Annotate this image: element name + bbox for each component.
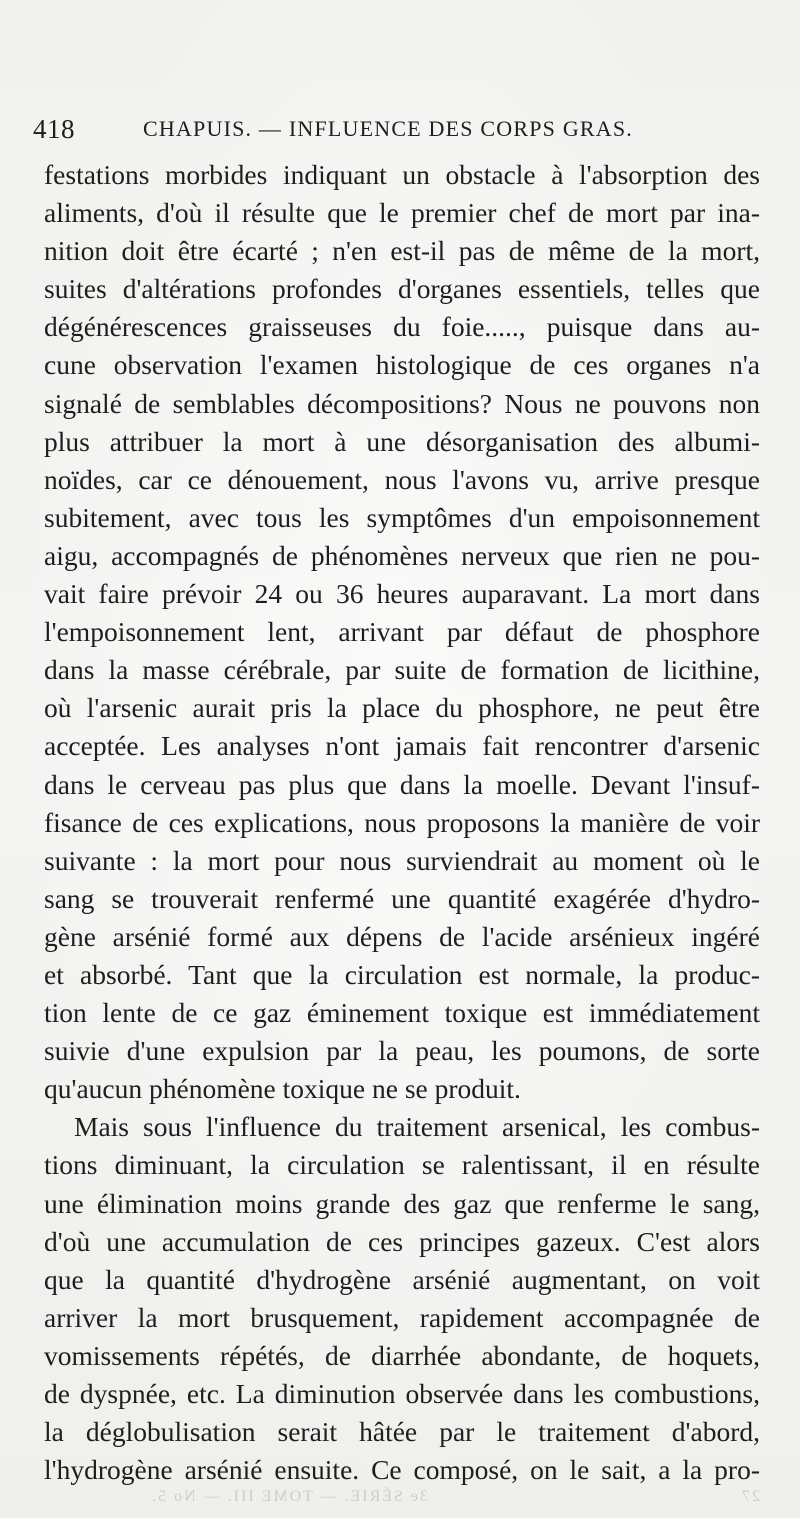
signature-number: 27 (740, 1488, 760, 1505)
text-line: et absorbé. Tant que la circulation est normale, la produc- (44, 958, 760, 990)
text-line: dans la masse cérébrale, par suite de formation de licithine, (44, 654, 760, 686)
text-line: une élimination moins grande des gaz que renferme le sang, (44, 1187, 760, 1219)
signature-text: 3e SÉRIE. — TOME III. — No 5. (150, 1488, 428, 1505)
page-number: 418 (33, 114, 75, 144)
text-line: dans le cerveau pas plus que dans la moelle. Devant l'insuf- (44, 768, 760, 800)
text-line: nition doit être écarté ; n'en est-il pas de même de la mort, (44, 235, 760, 267)
text-line: la déglobulisation serait hâtée par le traitement d'abord, (44, 1416, 760, 1448)
text-line: subitement, avec tous les symptômes d'un empoisonnement (44, 501, 760, 533)
text-line: fisance de ces explications, nous proposons la manière de voir (44, 806, 760, 838)
text-line: gène arsénié formé aux dépens de l'acide arsénieux ingéré (44, 920, 760, 952)
text-line: dégénérescences graisseuses du foie....., puisque dans au- (44, 311, 760, 343)
running-head: CHAPUIS. — INFLUENCE DES CORPS GRAS. (143, 116, 633, 141)
paragraph-start-line: Mais sous l'influence du traitement arsenical, les combus- (74, 1111, 760, 1143)
text-line: arriver la mort brusquement, rapidement accompagnée de (44, 1301, 760, 1333)
paragraph-end-line: qu'aucun phénomène toxique ne se produit. (44, 1073, 521, 1105)
text-line: cune observation l'examen histologique de ces organes n'a (44, 349, 760, 381)
text-line: que la quantité d'hydrogène arsénié augmentant, on voit (44, 1263, 760, 1295)
text-line: aliments, d'où il résulte que le premier chef de mort par ina- (44, 197, 760, 229)
text-line: signalé de semblables décompositions? Nous ne pouvons non (44, 387, 760, 419)
text-line: d'où une accumulation de ces principes gazeux. C'est alors (44, 1225, 760, 1257)
text-line: acceptée. Les analyses n'ont jamais fait rencontrer d'arsenic (44, 730, 760, 762)
text-line: tion lente de ce gaz éminement toxique est immédiatement (44, 997, 760, 1029)
bleed-through-signature (60, 1488, 760, 1506)
text-line: tions diminuant, la circulation se ralentissant, il en résulte (44, 1149, 760, 1181)
text-line: de dyspnée, etc. La diminution observée dans les combustions, (44, 1378, 760, 1409)
text-line: l'hydrogène arsénié ensuite. Ce composé, on le sait, a la pro- (44, 1454, 760, 1486)
text-line: suites d'altérations profondes d'organes essentiels, telles que (44, 273, 760, 305)
text-line: festations morbides indiquant un obstacle à l'absorption des (44, 159, 760, 190)
text-line: aigu, accompagnés de phénomènes nerveux que rien ne pou- (44, 539, 760, 571)
text-line: noïdes, car ce dénouement, nous l'avons vu, arrive presque (44, 463, 760, 495)
body-text (44, 156, 760, 1489)
text-line: suivante : la mort pour nous surviendrait au moment où le (44, 844, 760, 876)
text-line: l'empoisonnement lent, arrivant par défaut de phosphore (44, 616, 760, 648)
page-header (33, 114, 773, 154)
text-line: suivie d'une expulsion par la peau, les poumons, de sorte (44, 1035, 760, 1067)
text-line: sang se trouverait renfermé une quantité exagérée d'hydro- (44, 882, 760, 914)
text-line: plus attribuer la mort à une désorganisation des albumi- (44, 425, 760, 457)
text-line: où l'arsenic aurait pris la place du phosphore, ne peut être (44, 692, 760, 724)
text-line: vait faire prévoir 24 ou 36 heures auparavant. La mort dans (44, 578, 760, 610)
text-line: vomissements répétés, de diarrhée abondante, de hoquets, (44, 1339, 760, 1371)
